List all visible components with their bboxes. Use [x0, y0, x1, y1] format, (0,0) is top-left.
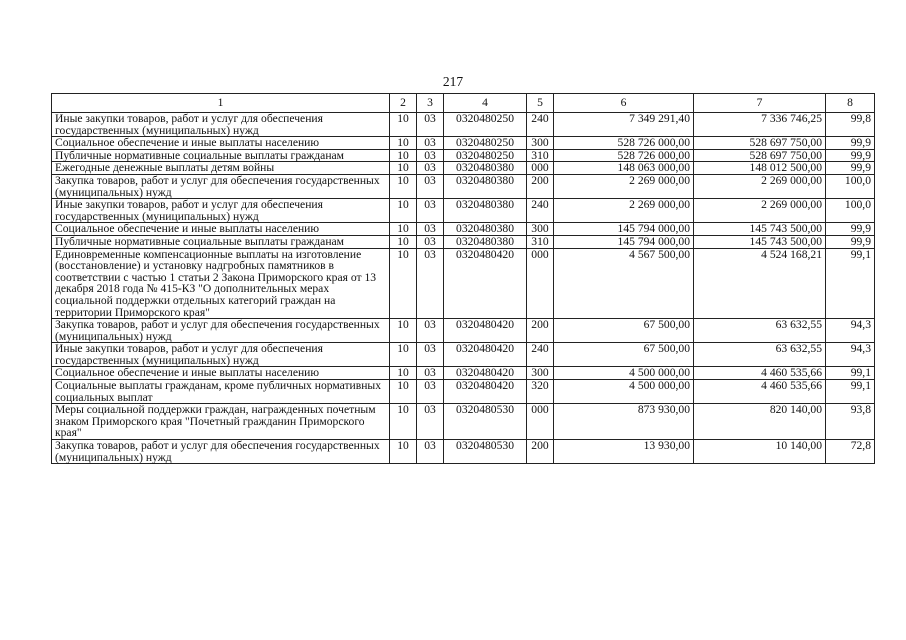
section-code: 10: [390, 404, 417, 440]
planned-amount: 67 500,00: [554, 343, 694, 367]
row-name: Иные закупки товаров, работ и услуг для обеспечения государственных (муниципальных) нужд: [52, 113, 390, 137]
subsection-code: 03: [417, 235, 444, 248]
expense-type-code: 000: [527, 404, 554, 440]
subsection-code: 03: [417, 440, 444, 464]
planned-amount: 528 726 000,00: [554, 149, 694, 162]
executed-amount: 4 460 535,66: [694, 367, 826, 380]
column-header-7: 7: [694, 94, 826, 113]
execution-percent: 94,3: [826, 319, 875, 343]
execution-percent: 72,8: [826, 440, 875, 464]
planned-amount: 67 500,00: [554, 319, 694, 343]
subsection-code: 03: [417, 248, 444, 319]
table-row: [52, 174, 875, 198]
expense-type-code: 240: [527, 343, 554, 367]
subsection-code: 03: [417, 367, 444, 380]
execution-percent: 100,0: [826, 174, 875, 198]
table-header: [52, 94, 875, 113]
row-name: Социальное обеспечение и иные выплаты населению: [52, 367, 390, 380]
expense-type-code: 000: [527, 162, 554, 175]
execution-percent: 93,8: [826, 404, 875, 440]
row-name: Иные закупки товаров, работ и услуг для обеспечения государственных (муниципальных) нужд: [52, 343, 390, 367]
table-row: [52, 343, 875, 367]
executed-amount: 2 269 000,00: [694, 174, 826, 198]
row-name: Социальное обеспечение и иные выплаты населению: [52, 223, 390, 236]
executed-amount: 820 140,00: [694, 404, 826, 440]
row-name: Единовременные компенсационные выплаты на изготовление (восстановление) и установку надгробных памятников в соответствии с частью 1 статьи 2 Закона Приморского края от 13 декабря 2018 года № 415-КЗ "О дополнительных мерах социальной поддержки отдельных категорий граждан на территории Приморского края": [52, 248, 390, 319]
target-article-code: 0320480380: [444, 235, 527, 248]
section-code: 10: [390, 174, 417, 198]
execution-percent: 94,3: [826, 343, 875, 367]
table-row: [52, 248, 875, 319]
budget-table: [51, 93, 875, 464]
expense-type-code: 310: [527, 149, 554, 162]
planned-amount: 7 349 291,40: [554, 113, 694, 137]
execution-percent: 99,9: [826, 223, 875, 236]
expense-type-code: 310: [527, 235, 554, 248]
subsection-code: 03: [417, 137, 444, 150]
executed-amount: 2 269 000,00: [694, 199, 826, 223]
subsection-code: 03: [417, 162, 444, 175]
subsection-code: 03: [417, 199, 444, 223]
expense-type-code: 240: [527, 199, 554, 223]
table-row: [52, 223, 875, 236]
subsection-code: 03: [417, 149, 444, 162]
section-code: 10: [390, 162, 417, 175]
subsection-code: 03: [417, 380, 444, 404]
target-article-code: 0320480380: [444, 174, 527, 198]
row-name: Социальное обеспечение и иные выплаты населению: [52, 137, 390, 150]
table-row: [52, 404, 875, 440]
subsection-code: 03: [417, 174, 444, 198]
planned-amount: 2 269 000,00: [554, 174, 694, 198]
executed-amount: 4 460 535,66: [694, 380, 826, 404]
planned-amount: 145 794 000,00: [554, 223, 694, 236]
planned-amount: 4 500 000,00: [554, 367, 694, 380]
execution-percent: 99,9: [826, 149, 875, 162]
planned-amount: 4 567 500,00: [554, 248, 694, 319]
executed-amount: 528 697 750,00: [694, 137, 826, 150]
row-name: Закупка товаров, работ и услуг для обеспечения государственных (муниципальных) нужд: [52, 319, 390, 343]
expense-type-code: 200: [527, 319, 554, 343]
table-row: [52, 367, 875, 380]
executed-amount: 4 524 168,21: [694, 248, 826, 319]
executed-amount: 145 743 500,00: [694, 223, 826, 236]
section-code: 10: [390, 380, 417, 404]
target-article-code: 0320480250: [444, 149, 527, 162]
executed-amount: 10 140,00: [694, 440, 826, 464]
executed-amount: 528 697 750,00: [694, 149, 826, 162]
row-name: Иные закупки товаров, работ и услуг для обеспечения государственных (муниципальных) нужд: [52, 199, 390, 223]
executed-amount: 148 012 500,00: [694, 162, 826, 175]
target-article-code: 0320480420: [444, 367, 527, 380]
execution-percent: 99,9: [826, 162, 875, 175]
executed-amount: 63 632,55: [694, 343, 826, 367]
column-header-6: 6: [554, 94, 694, 113]
planned-amount: 145 794 000,00: [554, 235, 694, 248]
target-article-code: 0320480380: [444, 223, 527, 236]
executed-amount: 7 336 746,25: [694, 113, 826, 137]
planned-amount: 148 063 000,00: [554, 162, 694, 175]
expense-type-code: 000: [527, 248, 554, 319]
section-code: 10: [390, 235, 417, 248]
planned-amount: 4 500 000,00: [554, 380, 694, 404]
column-header-3: 3: [417, 94, 444, 113]
section-code: 10: [390, 367, 417, 380]
planned-amount: 873 930,00: [554, 404, 694, 440]
expense-type-code: 320: [527, 380, 554, 404]
page-number: 217: [442, 74, 464, 89]
table-row: [52, 235, 875, 248]
section-code: 10: [390, 149, 417, 162]
table-row: [52, 137, 875, 150]
subsection-code: 03: [417, 343, 444, 367]
row-name: Публичные нормативные социальные выплаты гражданам: [52, 149, 390, 162]
column-header-1: 1: [52, 94, 390, 113]
target-article-code: 0320480380: [444, 199, 527, 223]
table-row: [52, 149, 875, 162]
section-code: 10: [390, 343, 417, 367]
expense-type-code: 300: [527, 137, 554, 150]
section-code: 10: [390, 440, 417, 464]
subsection-code: 03: [417, 404, 444, 440]
expense-type-code: 300: [527, 367, 554, 380]
target-article-code: 0320480420: [444, 343, 527, 367]
planned-amount: 2 269 000,00: [554, 199, 694, 223]
section-code: 10: [390, 319, 417, 343]
planned-amount: 13 930,00: [554, 440, 694, 464]
expense-type-code: 300: [527, 223, 554, 236]
row-name: Публичные нормативные социальные выплаты гражданам: [52, 235, 390, 248]
target-article-code: 0320480420: [444, 380, 527, 404]
header-row: [52, 94, 875, 113]
target-article-code: 0320480420: [444, 319, 527, 343]
execution-percent: 99,9: [826, 235, 875, 248]
expense-type-code: 240: [527, 113, 554, 137]
column-header-8: 8: [826, 94, 875, 113]
row-name: Закупка товаров, работ и услуг для обеспечения государственных (муниципальных) нужд: [52, 440, 390, 464]
executed-amount: 63 632,55: [694, 319, 826, 343]
table-row: [52, 162, 875, 175]
target-article-code: 0320480530: [444, 404, 527, 440]
executed-amount: 145 743 500,00: [694, 235, 826, 248]
section-code: 10: [390, 199, 417, 223]
target-article-code: 0320480250: [444, 113, 527, 137]
table-row: [52, 113, 875, 137]
column-header-2: 2: [390, 94, 417, 113]
table-body: [52, 113, 875, 464]
execution-percent: 99,1: [826, 367, 875, 380]
section-code: 10: [390, 113, 417, 137]
section-code: 10: [390, 248, 417, 319]
execution-percent: 99,1: [826, 380, 875, 404]
table-row: [52, 319, 875, 343]
execution-percent: 100,0: [826, 199, 875, 223]
planned-amount: 528 726 000,00: [554, 137, 694, 150]
subsection-code: 03: [417, 113, 444, 137]
row-name: Закупка товаров, работ и услуг для обеспечения государственных (муниципальных) нужд: [52, 174, 390, 198]
target-article-code: 0320480420: [444, 248, 527, 319]
row-name: Ежегодные денежные выплаты детям войны: [52, 162, 390, 175]
execution-percent: 99,1: [826, 248, 875, 319]
execution-percent: 99,9: [826, 137, 875, 150]
column-header-4: 4: [444, 94, 527, 113]
table-row: [52, 199, 875, 223]
section-code: 10: [390, 137, 417, 150]
execution-percent: 99,8: [826, 113, 875, 137]
column-header-5: 5: [527, 94, 554, 113]
table-row: [52, 440, 875, 464]
target-article-code: 0320480530: [444, 440, 527, 464]
table-row: [52, 380, 875, 404]
row-name: Социальные выплаты гражданам, кроме публичных нормативных социальных выплат: [52, 380, 390, 404]
expense-type-code: 200: [527, 440, 554, 464]
subsection-code: 03: [417, 319, 444, 343]
target-article-code: 0320480250: [444, 137, 527, 150]
expense-type-code: 200: [527, 174, 554, 198]
section-code: 10: [390, 223, 417, 236]
target-article-code: 0320480380: [444, 162, 527, 175]
subsection-code: 03: [417, 223, 444, 236]
row-name: Меры социальной поддержки граждан, награжденных почетным знаком Приморского края "Почетный гражданин Приморского края": [52, 404, 390, 440]
